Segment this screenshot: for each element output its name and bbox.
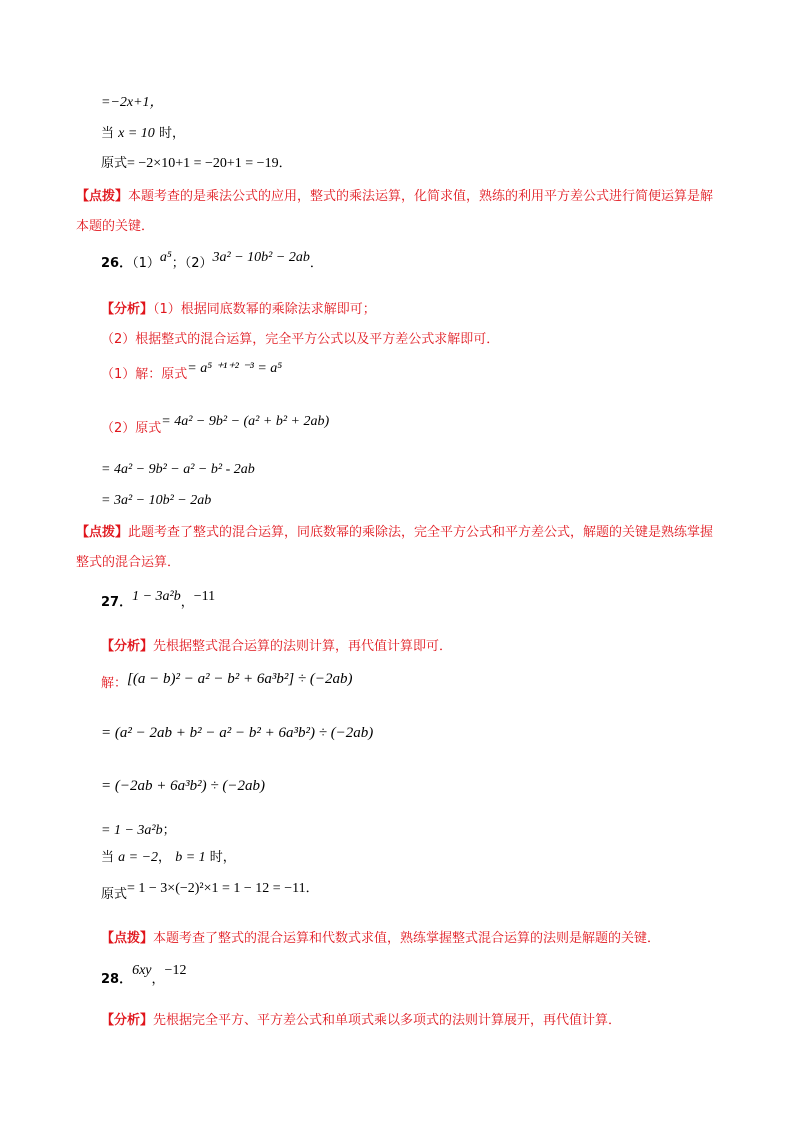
solution-26-part2: （2）原式= 4a² − 9b² − (a² + b² + 2ab) — [101, 414, 330, 436]
step-line: = (−2ab + 6a³b²) ÷ (−2ab) — [101, 778, 265, 794]
analysis-26-line2: （2）根据整式的混合运算，完全平方公式以及平方差公式求解即可． — [101, 332, 500, 347]
step-line: = (a² − 2ab + b² − a² − b² + 6a³b²) ÷ (−2ab) — [101, 725, 374, 741]
question-26-answer: 26．（1）a⁵；（2）3a² − 10b² − 2ab． — [101, 250, 323, 271]
solution-27-line1: 解：[(a − b)² − a² − b² + 6a³b²] ÷ (−2ab) — [101, 671, 353, 691]
result-line: 原式= −2×10+1 = −20+1 = −19． — [101, 156, 292, 171]
analysis-28: 【分析】先根据完全平方、平方差公式和单项式乘以多项式的法则计算展开，再代值计算． — [101, 1013, 622, 1028]
question-27-answer: 27．1 − 3a²b，−11 — [101, 589, 216, 610]
comment-paragraph: 【点拨】本题考查的是乘法公式的应用，整式的乘法运算，化简求值，熟练的利用平方差公式进行简便运算是解本题的关键． — [76, 189, 714, 234]
step-line: = 1 − 3a²b； — [101, 823, 176, 838]
comment-paragraph: 【点拨】此题考查了整式的混合运算，同底数幂的乘除法，完全平方公式和平方差公式，解题的关键是熟练掌握整式的混合运算． — [76, 525, 714, 570]
substitution-line: 当 a = −2， b = 1 时， — [101, 850, 236, 865]
comment-27: 【点拨】本题考查了整式的混合运算和代数式求值，熟练掌握整式混合运算的法则是解题的关键． — [101, 931, 661, 946]
analysis-26: 【分析】（1）根据同底数幂的乘除法求解即可； — [101, 302, 376, 317]
analysis-27: 【分析】先根据整式混合运算的法则计算，再代值计算即可． — [101, 639, 453, 654]
substitution-line: 当 x = 10 时， — [101, 126, 185, 141]
result-line: 原式= 1 − 3×(−2)²×1 = 1 − 12 = −11． — [101, 881, 319, 902]
step-line: =−2x+1， — [101, 95, 164, 110]
step-line: = 4a² − 9b² − a² − b² - 2ab — [101, 462, 255, 477]
question-28-answer: 28．6xy，−12 — [101, 963, 187, 987]
solution-26-part1: （1）解：原式= a⁵ ⁺¹⁺² ⁻³ = a⁵ — [101, 361, 283, 382]
step-line: = 3a² − 10b² − 2ab — [101, 493, 212, 508]
